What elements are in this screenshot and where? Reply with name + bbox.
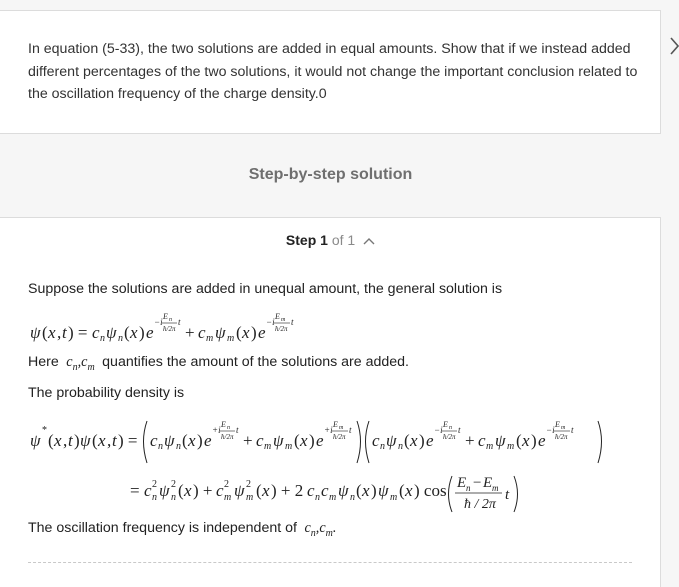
svg-text:E: E — [483, 475, 493, 491]
svg-text:t: t — [68, 431, 73, 450]
svg-text:): ) — [74, 431, 80, 450]
svg-text:E: E — [443, 420, 448, 429]
svg-text:n: n — [227, 425, 230, 431]
svg-text:m: m — [246, 492, 254, 503]
svg-text:x: x — [300, 431, 308, 450]
svg-text:m: m — [339, 425, 344, 431]
svg-text:E: E — [333, 420, 338, 429]
svg-text:x: x — [184, 481, 192, 500]
svg-text:n: n — [315, 492, 320, 503]
svg-text:,: , — [107, 431, 112, 450]
svg-text:x: x — [522, 431, 530, 450]
svg-text:): ) — [197, 431, 203, 450]
svg-text:−i: −i — [434, 425, 443, 435]
solution-card — [0, 217, 661, 587]
svg-text:t: t — [571, 425, 574, 435]
svg-text:ψ: ψ — [495, 431, 506, 450]
svg-text:t: t — [62, 323, 67, 342]
svg-text:x: x — [130, 323, 138, 342]
svg-text:(: ( — [356, 481, 362, 500]
svg-text:ψ: ψ — [378, 481, 389, 500]
svg-text:m: m — [486, 441, 494, 452]
svg-text:ħ/2π: ħ/2π — [443, 433, 456, 441]
svg-text:,: , — [57, 323, 62, 342]
svg-text:n: n — [466, 483, 471, 493]
svg-text:n: n — [118, 333, 123, 344]
svg-text:x: x — [362, 481, 370, 500]
density-label: The probability density is — [28, 385, 185, 401]
svg-text:n: n — [152, 492, 157, 503]
svg-text:+: + — [465, 431, 475, 450]
svg-text:ħ/2π: ħ/2π — [333, 433, 346, 441]
svg-text:n: n — [169, 317, 172, 323]
svg-text:n: n — [380, 441, 385, 452]
svg-text:(: ( — [48, 431, 54, 450]
svg-text:ψ: ψ — [273, 431, 284, 450]
svg-text:): ) — [419, 431, 425, 450]
svg-text:ψ: ψ — [159, 481, 170, 500]
here-line — [28, 354, 409, 373]
svg-text:ψ: ψ — [338, 481, 349, 500]
svg-text:t: t — [458, 425, 461, 435]
svg-text:(: ( — [294, 431, 300, 450]
svg-text:(: ( — [182, 431, 188, 450]
svg-text:c: c — [307, 481, 315, 500]
svg-text:): ) — [371, 481, 377, 500]
svg-text:x: x — [410, 431, 418, 450]
divider — [28, 562, 632, 563]
svg-text:ψ: ψ — [80, 431, 91, 450]
svg-text:=: = — [130, 481, 140, 500]
step-label: Step 1 — [285, 232, 328, 248]
svg-text:c: c — [478, 431, 486, 450]
svg-text:x: x — [188, 431, 196, 450]
step-count: of 1 — [331, 232, 356, 248]
svg-text:+i: +i — [212, 425, 221, 435]
svg-text:n: n — [100, 333, 105, 344]
svg-text:c: c — [198, 323, 206, 342]
svg-text:2: 2 — [246, 479, 251, 490]
svg-text:n: n — [350, 492, 355, 503]
svg-text:n: n — [171, 492, 176, 503]
solution-intro: Suppose the solutions are added in unequal amount, the general solution is — [28, 281, 503, 297]
svg-text:ħ/2π: ħ/2π — [555, 433, 568, 441]
svg-text:e: e — [316, 431, 324, 450]
svg-text:ψ: ψ — [30, 431, 41, 450]
svg-text:m: m — [227, 333, 235, 344]
svg-text:t: t — [349, 425, 352, 435]
svg-text:m: m — [264, 441, 272, 452]
svg-text:e: e — [146, 323, 154, 342]
svg-text:(: ( — [124, 323, 130, 342]
svg-text:e: e — [538, 431, 546, 450]
svg-text:m: m — [281, 317, 286, 323]
svg-text:n: n — [158, 441, 163, 452]
chevron-up-icon[interactable] — [363, 237, 375, 245]
svg-text:E: E — [555, 420, 560, 429]
general-solution-equation — [30, 308, 330, 346]
svg-text:t: t — [112, 431, 117, 450]
svg-text:): ) — [139, 323, 145, 342]
svg-text:ψ: ψ — [106, 323, 117, 342]
svg-text:ψ: ψ — [215, 323, 226, 342]
svg-text:x: x — [48, 323, 56, 342]
svg-text:(: ( — [178, 481, 184, 500]
svg-text:t: t — [178, 317, 181, 327]
svg-text:c: c — [321, 481, 329, 500]
svg-text:e: e — [258, 323, 266, 342]
svg-text:(: ( — [399, 481, 405, 500]
svg-text:t: t — [291, 317, 294, 327]
question-card — [0, 10, 661, 134]
svg-text:E: E — [275, 312, 280, 321]
svg-text:m: m — [507, 441, 515, 452]
svg-text:−: − — [473, 475, 482, 491]
expansion-equation — [130, 470, 530, 516]
svg-text:E: E — [457, 475, 467, 491]
svg-text:2: 2 — [152, 479, 157, 490]
svg-text:n: n — [176, 441, 181, 452]
svg-text:+: + — [185, 323, 195, 342]
svg-text:): ) — [309, 431, 315, 450]
svg-text:m: m — [285, 441, 293, 452]
svg-text:) =: ) = — [68, 323, 88, 342]
svg-text:x: x — [262, 481, 270, 500]
svg-text:(: ( — [42, 323, 48, 342]
svg-text:(: ( — [92, 431, 98, 450]
svg-text:x: x — [405, 481, 413, 500]
svg-text:m: m — [329, 492, 337, 503]
svg-text:+: + — [243, 431, 253, 450]
here-vars: $c_n,c_m$ — [62, 354, 95, 373]
svg-text:+i: +i — [324, 425, 333, 435]
conclusion-line — [28, 520, 336, 539]
svg-text:−i: −i — [266, 317, 275, 327]
svg-text:m: m — [390, 492, 398, 503]
svg-text:2: 2 — [171, 479, 176, 490]
svg-text:) =: ) = — [118, 431, 138, 450]
svg-text:) cos: ) cos — [414, 481, 447, 500]
svg-text:x: x — [54, 431, 62, 450]
svg-text:,: , — [63, 431, 68, 450]
svg-text:ħ/2π: ħ/2π — [221, 433, 234, 441]
svg-text:e: e — [204, 431, 212, 450]
svg-text:ψ: ψ — [234, 481, 245, 500]
svg-text:m: m — [561, 425, 566, 431]
svg-text:n: n — [398, 441, 403, 452]
svg-text:ħ/2π: ħ/2π — [163, 325, 176, 333]
svg-text:*: * — [42, 425, 47, 436]
svg-text:(: ( — [516, 431, 522, 450]
svg-text:(: ( — [256, 481, 262, 500]
svg-text:(: ( — [404, 431, 410, 450]
svg-text:x: x — [242, 323, 250, 342]
probability-density-equation — [30, 411, 620, 469]
svg-text:m: m — [224, 492, 232, 503]
svg-text:t: t — [505, 487, 510, 503]
svg-text:m: m — [492, 483, 499, 493]
svg-text:c: c — [372, 431, 380, 450]
svg-text:e: e — [426, 431, 434, 450]
svg-text:): ) — [251, 323, 257, 342]
conclusion-vars: $c_n,c_m$. — [300, 520, 337, 539]
here-suffix: quantifies the amount of the solutions are added. — [102, 354, 409, 370]
svg-text:ħ/2π: ħ/2π — [275, 325, 288, 333]
section-title: Step-by-step solution — [248, 166, 413, 183]
svg-text:ψ: ψ — [164, 431, 175, 450]
svg-text:E: E — [163, 312, 168, 321]
svg-text:c: c — [144, 481, 152, 500]
svg-text:ħ / 2π: ħ / 2π — [464, 497, 496, 512]
svg-text:) + 2: ) + 2 — [271, 481, 304, 500]
svg-text:c: c — [216, 481, 224, 500]
svg-text:c: c — [256, 431, 264, 450]
svg-text:): ) — [531, 431, 537, 450]
svg-text:x: x — [98, 431, 106, 450]
chevron-right-icon[interactable] — [670, 34, 679, 70]
svg-text:) +: ) + — [193, 481, 213, 500]
svg-text:c: c — [150, 431, 158, 450]
step-header[interactable] — [0, 232, 661, 248]
svg-text:(: ( — [236, 323, 242, 342]
svg-text:c: c — [92, 323, 100, 342]
svg-text:n: n — [449, 425, 452, 431]
svg-text:ψ: ψ — [386, 431, 397, 450]
svg-text:t: t — [236, 425, 239, 435]
conclusion-prefix: The oscillation frequency is independent of — [28, 520, 297, 536]
svg-text:ψ: ψ — [30, 323, 41, 342]
svg-text:−i: −i — [546, 425, 555, 435]
svg-text:E: E — [221, 420, 226, 429]
here-prefix: Here — [28, 354, 59, 370]
svg-text:−i: −i — [154, 317, 163, 327]
question-text: In equation (5-33), the two solutions are added in equal amounts. Show that if we instead added different percentages of the two solutions, it would not change the important conclusion related to the oscillation frequency of the charge density.0 — [28, 41, 638, 102]
svg-text:2: 2 — [224, 479, 229, 490]
svg-text:m: m — [206, 333, 214, 344]
